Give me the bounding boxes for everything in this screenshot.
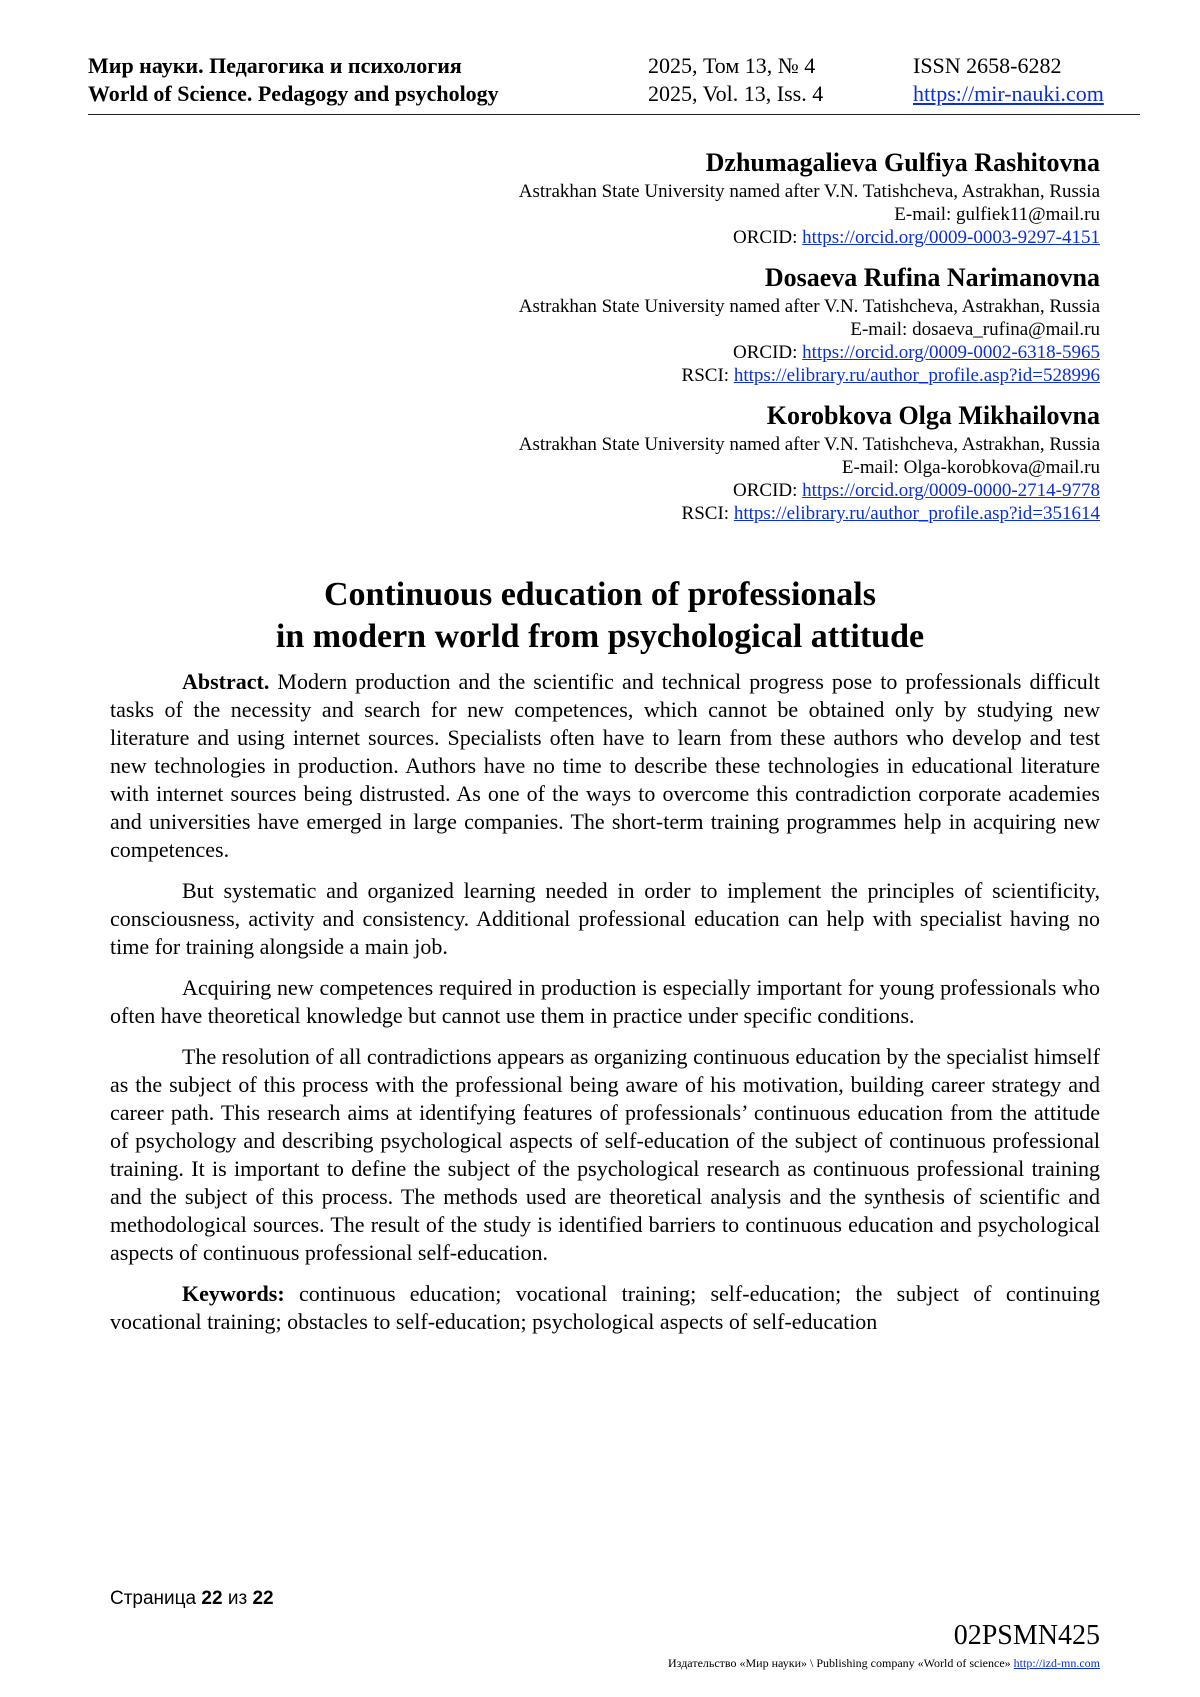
- issue-en: 2025, Vol. 13, Iss. 4: [648, 81, 824, 106]
- rsci-label: RSCI:: [681, 503, 734, 524]
- journal-site-link[interactable]: https://mir-nauki.com: [913, 81, 1104, 106]
- publisher-text: Издательство «Мир науки» \ Publishing company «World of science»: [668, 1656, 1014, 1670]
- issue-ru: 2025, Том 13, № 4: [648, 53, 816, 78]
- journal-header: [88, 50, 1140, 115]
- author-name: Dzhumagalieva Gulfiya Rashitovna: [705, 148, 1100, 177]
- abstract-text: Modern production and the scientific and technical progress pose to professionals difficult tasks of the necessity and search for new competences, which cannot be obtained only by studying new literature and using internet sources. Specialists often have to learn from these authors who develop and test new technologies in production. Authors have no time to describe these technologies in educational literature with internet sources being distrusted. As one of the ways to overcome this contradiction corporate academies and universities have emerged in large companies. The short-term training programmes help in acquiring new competences.: [110, 669, 1100, 862]
- orcid-link[interactable]: https://orcid.org/0009-0000-2714-9778: [802, 480, 1100, 501]
- author-email: E-mail: dosaeva_rufina@mail.ru: [850, 319, 1100, 340]
- author-affiliation: Astrakhan State University named after V.N. Tatishcheva, Astrakhan, Russia: [518, 434, 1100, 455]
- authors-block: [400, 146, 1100, 537]
- total-pages: 22: [252, 1588, 274, 1609]
- abstract-paragraph-1: [110, 668, 1100, 864]
- author-orcid: [400, 341, 1100, 364]
- publisher-link[interactable]: http://izd-mn.com: [1013, 1656, 1100, 1670]
- publisher-line: [668, 1656, 1100, 1671]
- rsci-link[interactable]: https://elibrary.ru/author_profile.asp?id=351614: [733, 503, 1100, 524]
- author-affiliation: Astrakhan State University named after V.N. Tatishcheva, Astrakhan, Russia: [518, 296, 1100, 317]
- author-rsci: [400, 364, 1100, 387]
- orcid-link[interactable]: https://orcid.org/0009-0003-9297-4151: [802, 227, 1100, 248]
- abstract-paragraph-4: The resolution of all contradictions appears as organizing continuous education by the specialist himself as the subject of this process with the professional being aware of his motivation, building career strategy and career path. This research aims at identifying features of professionals’ continuous education from the attitude of psychology and describing psychological aspects of self-education of the subject of continuous professional training. It is important to define the subject of the psychological research as continuous professional training and the subject of this process. The methods used are theoretical analysis and the synthesis of scientific and methodological sources. The result of the study is identified barriers to continuous education and psychological aspects of continuous professional self-education.: [110, 1044, 1100, 1265]
- keywords-text: continuous education; vocational training; self-education; the subject of continuing vocational training; obstacles to self-education; psychological aspects of self-education: [110, 1281, 1100, 1334]
- page-number: [110, 1588, 274, 1610]
- abstract-paragraph-3: Acquiring new competences required in production is especially important for young professionals who often have theoretical knowledge but cannot use them in practice under specific conditions.: [110, 975, 1100, 1028]
- author-orcid: [400, 479, 1100, 502]
- keywords: [110, 1280, 1100, 1336]
- author-2: [400, 261, 1100, 387]
- journal-title-ru: Мир науки. Педагогика и психология: [88, 53, 462, 78]
- article-title: [0, 574, 1200, 658]
- author-orcid: [400, 226, 1100, 249]
- author-3: [400, 399, 1100, 525]
- abstract-label: Abstract.: [182, 669, 270, 694]
- author-name: Korobkova Olga Mikhailovna: [766, 401, 1100, 430]
- abstract: [110, 668, 1100, 1349]
- rsci-link[interactable]: https://elibrary.ru/author_profile.asp?id=528996: [733, 365, 1100, 386]
- orcid-label: ORCID:: [733, 342, 803, 363]
- page-prefix: Страница: [110, 1588, 202, 1609]
- orcid-label: ORCID:: [733, 480, 803, 501]
- author-affiliation: Astrakhan State University named after V.N. Tatishcheva, Astrakhan, Russia: [518, 181, 1100, 202]
- journal-title-en: World of Science. Pedagogy and psychology: [88, 81, 499, 106]
- issn: ISSN 2658-6282: [913, 53, 1062, 78]
- author-name: Dosaeva Rufina Narimanovna: [764, 263, 1100, 292]
- orcid-link[interactable]: https://orcid.org/0009-0002-6318-5965: [802, 342, 1100, 363]
- keywords-label: Keywords:: [182, 1281, 285, 1306]
- orcid-label: ORCID:: [733, 227, 803, 248]
- author-email: E-mail: gulfiek11@mail.ru: [894, 204, 1100, 225]
- author-email: E-mail: Olga-korobkova@mail.ru: [841, 457, 1100, 478]
- abstract-paragraph-2: But systematic and organized learning needed in order to implement the principles of scientificity, consciousness, activity and consistency. Additional professional education can help with specialist having no time for training alongside a main job.: [110, 878, 1100, 959]
- current-page: 22: [201, 1588, 223, 1609]
- author-1: [400, 146, 1100, 249]
- page-of: из: [222, 1588, 253, 1609]
- title-line-2: in modern world from psychological attitude: [275, 618, 925, 655]
- title-line-1: Continuous education of professionals: [324, 576, 876, 613]
- article-code: 02PSMN425: [953, 1620, 1100, 1651]
- rsci-label: RSCI:: [681, 365, 734, 386]
- author-rsci: [400, 502, 1100, 525]
